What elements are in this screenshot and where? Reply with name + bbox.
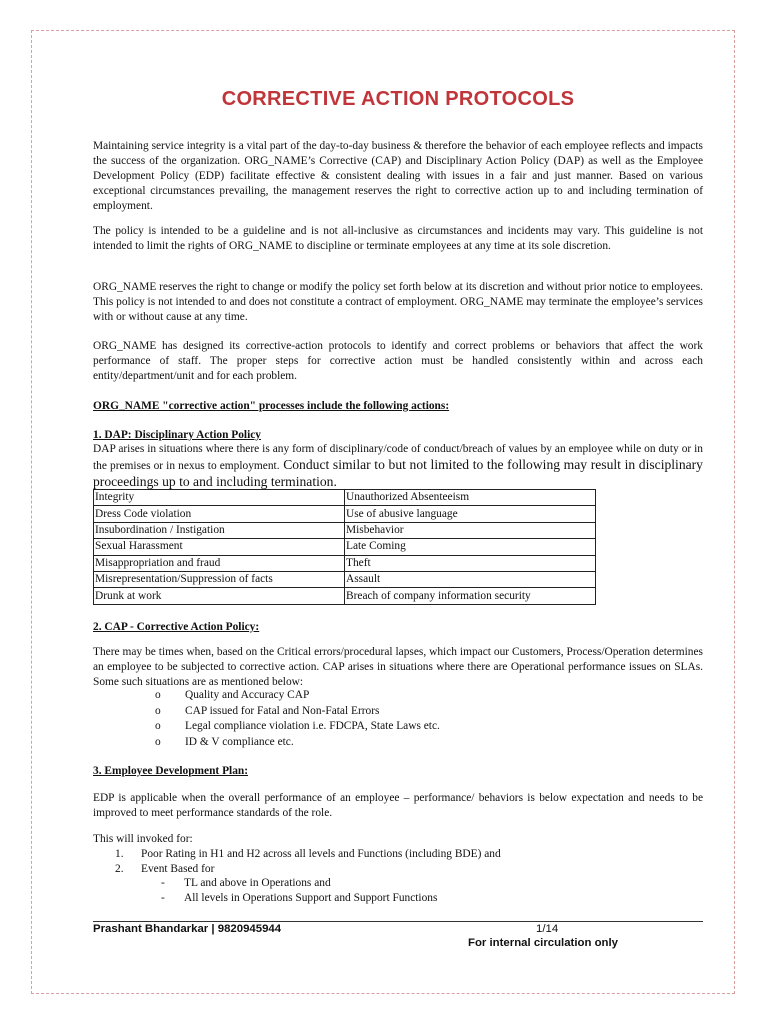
actions-heading: ORG_NAME "corrective action" processes include the following actions: xyxy=(93,400,450,412)
table-cell: Breach of company information security xyxy=(345,588,596,604)
guideline-paragraph: The policy is intended to be a guideline and is not all-inclusive as circumstances and incidents may vary. This guideline is not intended to limit the rights of ORG_NAME to discipline or terminate employees at any time at its sole discretion. xyxy=(93,225,703,252)
cap-heading: 2. CAP - Corrective Action Policy: xyxy=(93,621,260,633)
intro-paragraph: Maintaining service integrity is a vital part of the day-to-day business & therefore the behavior of each employee reflects and impacts the success of the organization. ORG_NAME’s Corrective (CAP) and Disciplinary Action Policy (DAP) as well as the Employee Development Policy (EDP) facilitate effective & consistent dealing with issues in a fair and just manner. Based on various exceptional circumstances prevailing, the management reserves the right to corrective action up to and including termination of employment. xyxy=(93,140,703,212)
bullet-marker: o xyxy=(155,720,161,732)
list-item: - All levels in Operations Support and Support Functions xyxy=(161,891,438,904)
table-row xyxy=(94,522,596,538)
protocol-design-paragraph: ORG_NAME has designed its corrective-action protocols to identify and correct problems or behaviors that affect the work performance of staff. The proper steps for corrective action must be handled consistently within and across each entity/department/unit and for each problem. xyxy=(93,340,703,382)
dap-violations-table xyxy=(93,489,596,605)
dap-heading: 1. DAP: Disciplinary Action Policy xyxy=(93,429,262,441)
table-row xyxy=(94,539,596,555)
list-item: - TL and above in Operations and xyxy=(161,877,331,889)
page-title: CORRECTIVE ACTION PROTOCOLS xyxy=(221,88,575,110)
list-item: 1. Poor Rating in H1 and H2 across all levels and Functions (including BDE) and xyxy=(115,848,501,860)
dash-marker: - xyxy=(161,877,165,889)
dap-text: DAP arises in situations where there is any form of disciplinary/code of conduct/breach of values by an employee while on duty or in the premises or in nexus to employment. xyxy=(93,443,703,472)
list-item: o ID & V compliance etc. xyxy=(155,735,440,751)
list-item: o CAP issued for Fatal and Non-Fatal Errors xyxy=(155,704,440,720)
table-row xyxy=(94,506,596,522)
table-cell: Assault xyxy=(345,571,596,587)
table-cell: Theft xyxy=(345,555,596,571)
edp-description: EDP is applicable when the overall performance of an employee – performance/ behaviors is below expectation and needs to be improved to meet performance standards of the role. xyxy=(93,792,703,819)
table-cell: Dress Code violation xyxy=(94,506,345,522)
table-row xyxy=(94,490,596,506)
footer-divider xyxy=(93,921,703,922)
footer-author: Prashant Bhandarkar | 9820945944 xyxy=(93,923,282,935)
edp-numbered-list xyxy=(115,847,501,876)
cap-items-list xyxy=(155,688,440,750)
table-cell: Misbehavior xyxy=(345,522,596,538)
list-item: o Quality and Accuracy CAP xyxy=(155,688,440,704)
table-cell: Sexual Harassment xyxy=(94,539,345,555)
cap-description: There may be times when, based on the Critical errors/procedural lapses, which impact our Customers, Process/Operation determines an employee to be subjected to corrective action. CAP arises in situations where there are Operational performance issues on SLAs. Some such situations are as mentioned below: xyxy=(93,646,703,688)
table-cell: Integrity xyxy=(94,490,345,506)
table-cell: Misappropriation and fraud xyxy=(94,555,345,571)
edp-invoked-intro: This will invoked for: xyxy=(93,833,193,845)
table-row xyxy=(94,588,596,604)
dash-marker: - xyxy=(161,891,165,904)
dap-description xyxy=(93,442,703,491)
table-row xyxy=(94,555,596,571)
table-row xyxy=(94,571,596,587)
table-cell: Drunk at work xyxy=(94,588,345,604)
policy-change-paragraph: ORG_NAME reserves the right to change or modify the policy set forth below at its discretion and without prior notice to employees. This policy is not intended to and does not constitute a contract of employment. ORG_NAME may terminate the employee’s services with or without cause at any time. xyxy=(93,281,703,323)
list-item: 2. Event Based for xyxy=(115,862,215,875)
edp-heading: 3. Employee Development Plan: xyxy=(93,765,249,777)
page-number: 1/14 xyxy=(536,923,559,935)
table-cell: Late Coming xyxy=(345,539,596,555)
circulation-note: For internal circulation only xyxy=(468,937,618,949)
table-cell: Insubordination / Instigation xyxy=(94,522,345,538)
list-item: o Legal compliance violation i.e. FDCPA, State Laws etc. xyxy=(155,719,440,735)
edp-event-sublist xyxy=(161,876,437,905)
table-cell: Unauthorized Absenteeism xyxy=(345,490,596,506)
dap-text-large: Conduct similar to but not limited to the following may result in disciplinary proceedings up to and including termination. xyxy=(93,457,703,489)
table-cell: Misrepresentation/Suppression of facts xyxy=(94,571,345,587)
table-cell: Use of abusive language xyxy=(345,506,596,522)
bullet-marker: o xyxy=(155,735,161,748)
bullet-marker: o xyxy=(155,689,161,701)
bullet-marker: o xyxy=(155,704,161,717)
